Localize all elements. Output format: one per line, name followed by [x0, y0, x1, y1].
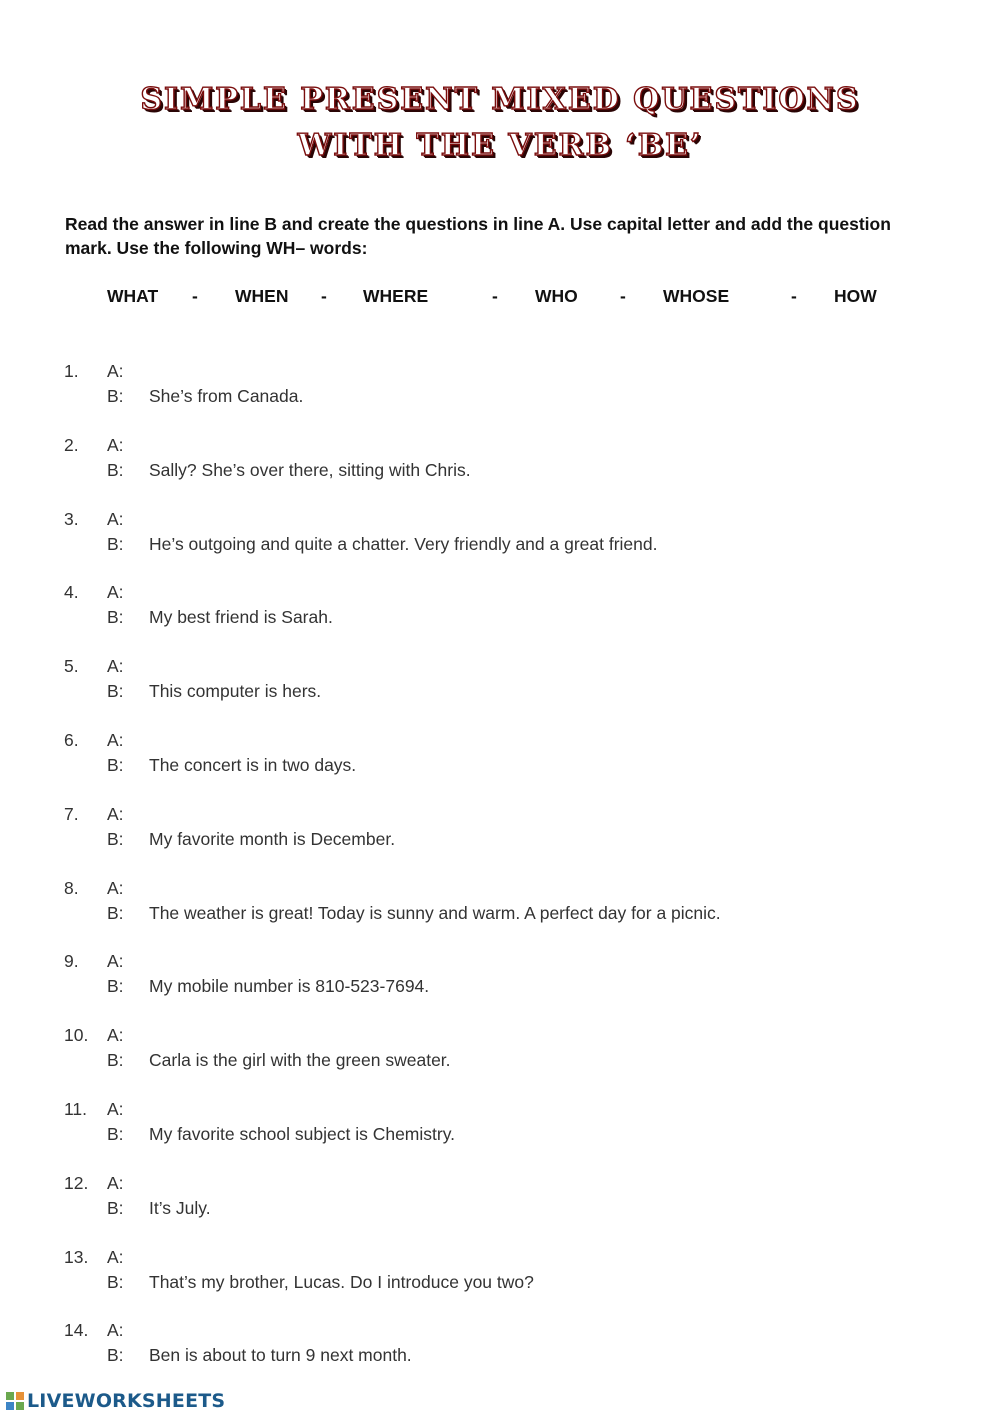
- question-number: 4.: [64, 582, 79, 602]
- worksheet-title-line-2: WITH THE VERB ‘BE’: [297, 128, 703, 163]
- line-b-label: B:: [107, 1345, 124, 1365]
- question-item: [0, 804, 1000, 854]
- question-number: 13.: [64, 1247, 89, 1267]
- wh-word-when: WHEN: [235, 286, 289, 306]
- line-b-label: B:: [107, 903, 124, 923]
- answer-text: My favorite school subject is Chemistry.: [149, 1124, 456, 1144]
- question-number: 7.: [64, 804, 79, 824]
- question-item: [0, 1320, 1000, 1370]
- line-a-label: A:: [107, 804, 124, 824]
- line-b-label: B:: [107, 681, 124, 701]
- question-item: [0, 1099, 1000, 1149]
- question-number: 14.: [64, 1320, 89, 1340]
- wh-separator: -: [620, 286, 626, 306]
- answer-text: Ben is about to turn 9 next month.: [149, 1345, 412, 1365]
- line-b-label: B:: [107, 534, 124, 554]
- line-a-label: A:: [107, 1099, 124, 1119]
- answer-text: The weather is great! Today is sunny and warm. A perfect day for a picnic.: [149, 903, 721, 923]
- line-b-label: B:: [107, 755, 124, 775]
- question-number: 10.: [64, 1025, 89, 1045]
- question-item: [0, 951, 1000, 1001]
- wh-separator: -: [791, 286, 797, 306]
- question-item: [0, 435, 1000, 485]
- question-number: 12.: [64, 1173, 89, 1193]
- instructions: Read the answer in line B and create the questions in line A. Use capital letter and add the question mark. Use the following WH– words:: [65, 214, 891, 258]
- question-number: 8.: [64, 878, 79, 898]
- liveworksheets-logo-icon: [6, 1392, 24, 1410]
- question-item: [0, 878, 1000, 928]
- wh-word-where: WHERE: [363, 286, 429, 306]
- answer-text: The concert is in two days.: [149, 755, 357, 775]
- line-b-label: B:: [107, 1050, 124, 1070]
- question-number: 5.: [64, 656, 79, 676]
- question-number: 1.: [64, 361, 79, 381]
- line-a-label: A:: [107, 582, 124, 602]
- line-b-label: B:: [107, 386, 124, 406]
- line-a-label: A:: [107, 1173, 124, 1193]
- answer-text: Carla is the girl with the green sweater.: [149, 1050, 451, 1070]
- answer-text: My favorite month is December.: [149, 829, 396, 849]
- line-a-label: A:: [107, 1247, 124, 1267]
- question-item: [0, 1247, 1000, 1297]
- question-item: [0, 730, 1000, 780]
- question-item: [0, 361, 1000, 411]
- wh-separator: -: [192, 286, 198, 306]
- footer-logo: [6, 1390, 225, 1412]
- wh-separator: -: [492, 286, 498, 306]
- line-b-label: B:: [107, 976, 124, 996]
- question-number: 9.: [64, 951, 79, 971]
- wh-word-list: [0, 286, 1000, 310]
- line-a-label: A:: [107, 509, 124, 529]
- question-item: [0, 509, 1000, 559]
- answer-text: She’s from Canada.: [149, 386, 304, 406]
- wh-word-who: WHO: [535, 286, 578, 306]
- line-a-label: A:: [107, 435, 124, 455]
- line-a-label: A:: [107, 1320, 124, 1340]
- answer-text: That’s my brother, Lucas. Do I introduce you two?: [149, 1272, 534, 1292]
- answer-text: It’s July.: [149, 1198, 211, 1218]
- line-a-label: A:: [107, 361, 124, 381]
- line-b-label: B:: [107, 460, 124, 480]
- liveworksheets-brand: LIVEWORKSHEETS: [27, 1390, 226, 1412]
- answer-text: My best friend is Sarah.: [149, 607, 333, 627]
- line-b-label: B:: [107, 607, 124, 627]
- answer-text: He’s outgoing and quite a chatter. Very friendly and a great friend.: [149, 534, 658, 554]
- answer-text: This computer is hers.: [149, 681, 322, 701]
- line-b-label: B:: [107, 1272, 124, 1292]
- wh-word-what: WHAT: [107, 286, 159, 306]
- question-item: [0, 1025, 1000, 1075]
- answer-text: Sally? She’s over there, sitting with Chris.: [149, 460, 471, 480]
- line-b-label: B:: [107, 829, 124, 849]
- wh-word-how: HOW: [834, 286, 877, 306]
- line-b-label: B:: [107, 1124, 124, 1144]
- question-number: 11.: [64, 1099, 88, 1119]
- question-number: 3.: [64, 509, 79, 529]
- wh-separator: -: [321, 286, 327, 306]
- line-a-label: A:: [107, 656, 124, 676]
- question-number: 2.: [64, 435, 79, 455]
- answer-text: My mobile number is 810-523-7694.: [149, 976, 430, 996]
- question-item: [0, 656, 1000, 706]
- question-number: 6.: [64, 730, 79, 750]
- question-item: [0, 582, 1000, 632]
- line-a-label: A:: [107, 730, 124, 750]
- line-a-label: A:: [107, 1025, 124, 1045]
- line-b-label: B:: [107, 1198, 124, 1218]
- question-item: [0, 1173, 1000, 1223]
- line-a-label: A:: [107, 878, 124, 898]
- worksheet-title-line-1: SIMPLE PRESENT MIXED QUESTIONS: [140, 82, 860, 117]
- line-a-label: A:: [107, 951, 124, 971]
- wh-word-whose: WHOSE: [663, 286, 730, 306]
